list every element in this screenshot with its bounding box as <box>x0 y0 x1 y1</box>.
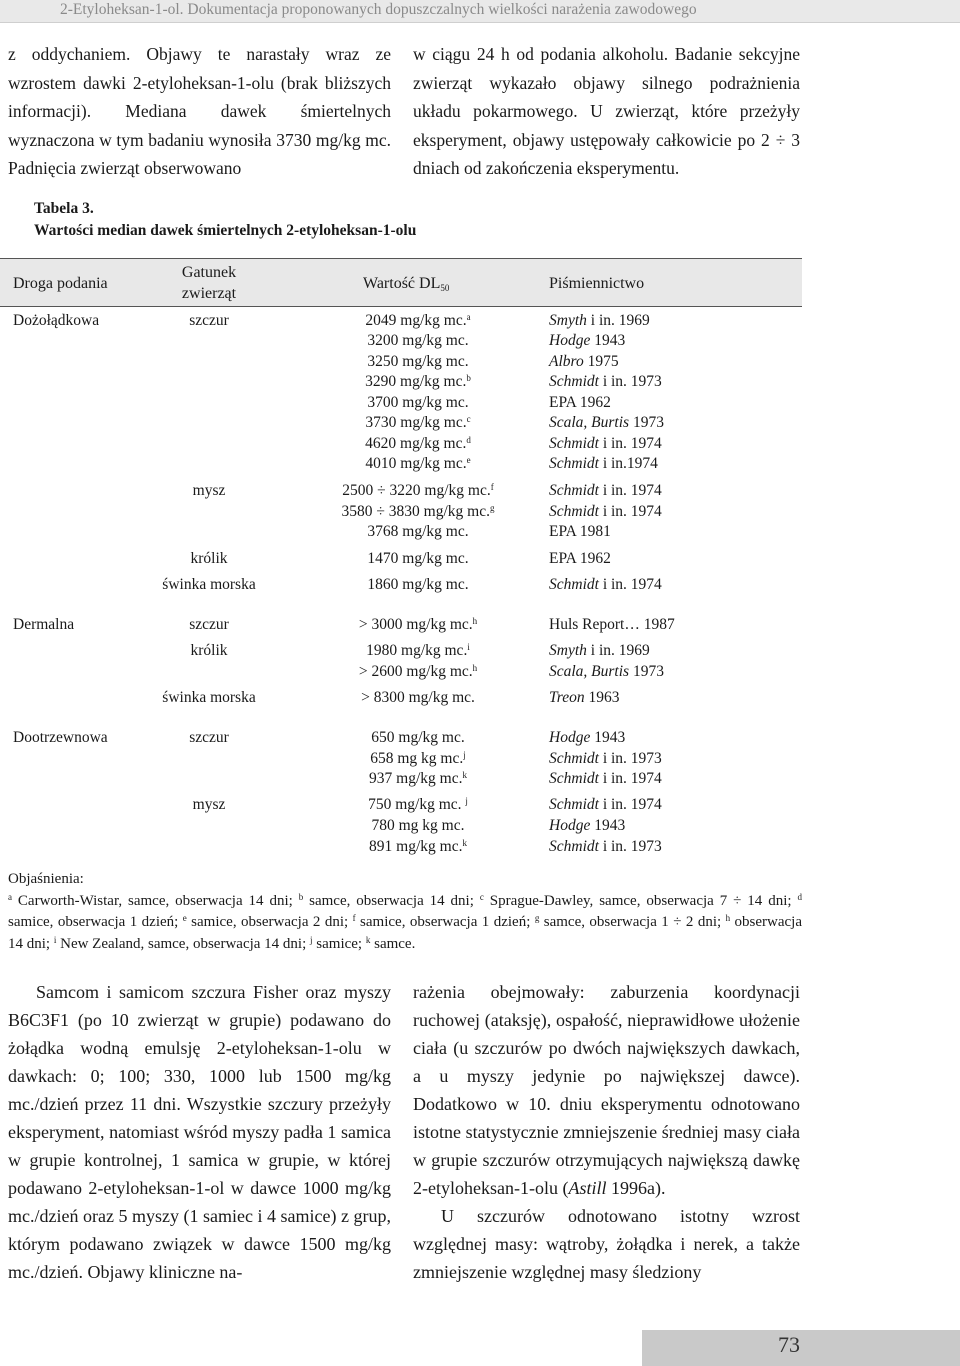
row-value-footnote-marker: b <box>466 373 471 383</box>
row-value <box>300 352 536 373</box>
row-reference <box>549 434 662 455</box>
row-reference <box>549 522 611 543</box>
row-reference <box>549 749 662 770</box>
row-value-text: 1470 mg/kg mc. <box>367 550 469 567</box>
row-value-text: 3290 mg/kg mc. <box>365 373 467 390</box>
note-marker: c <box>479 891 484 902</box>
row-value-text: > 8300 mg/kg mc. <box>361 689 475 706</box>
row-reference <box>549 502 662 523</box>
row-reference-author: Albro <box>549 353 584 370</box>
body-right-p1-text: rażenia obejmowały: zaburzenia koordynacji ruchowej (ataksję), ospałość, nieprawidłowe ułożenie ciała (u szczurów po dwóch największych dawkach, a u myszy jedynie po największej dawce). Dodatkowo w 10. dniu eksperymentu odnotowano istotne statystycznie zmniejszenie średniej masy ciała w grupie szczurów otrzymujących największą dawkę 2-etyloheksan-1-olu ( <box>413 982 800 1198</box>
intro-right-text: w ciągu 24 h od podania alkoholu. Badanie sekcyjne zwierząt wykazało objawy silnego podrażnienia układu pokarmowego. U zwierząt, które przeżyły eksperyment, objawy ustępowały całkowicie po 2 ÷ 3 dniach od zakończenia eksperymentu. <box>413 44 800 178</box>
row-reference-author: Hodge <box>549 332 591 349</box>
row-value-footnote-marker: j <box>465 796 468 806</box>
row-species: mysz <box>192 796 226 813</box>
body-left-text: Samcom i samicom szczura Fisher oraz myszy B6C3F1 (po 10 zwierząt w grupie) podawano do żołądka wodną emulsję 2-etyloheksan-1-olu w dawkach: 0; 100; 330, 1000 lub 1500 mg/kg mc./dzień przez 11 dni. Wszystkie szczury przeżyły eksperyment, natomiast wśród myszy padła 1 samica w grupie kontrolnej, 1 samica w grupie, w której podawano 2-etyloheksan-1-ol w dawce 1000 mg/kg mc./dzień oraz 5 myszy (1 samiec i 4 samice) z grup, którym podawano związek w dawce 1500 mg/kg mc./dzień. Objawy kliniczne na- <box>8 982 391 1282</box>
row-reference <box>549 575 662 596</box>
row-value-text: 3700 mg/kg mc. <box>367 394 469 411</box>
note-text: samice, obserwacja 1 dzień; <box>8 914 183 930</box>
row-value <box>300 434 536 455</box>
row-reference-author: Smyth <box>549 642 587 659</box>
page-number: 73 <box>778 1332 800 1357</box>
body-right-column <box>413 978 800 1286</box>
row-reference <box>549 615 675 636</box>
row-value-footnote-marker: h <box>472 616 478 626</box>
row-reference-author: Scala, Burtis <box>549 414 630 431</box>
row-value <box>300 749 536 770</box>
row-value <box>300 522 536 543</box>
row-route: Dermalna <box>13 616 75 633</box>
note-marker: e <box>182 913 187 923</box>
notes-title: Objaśnienia: <box>8 871 84 887</box>
header-route: Droga podania <box>13 275 108 292</box>
row-value-text: 658 mg kg mc. <box>370 750 464 767</box>
intro-right-column <box>413 40 800 183</box>
row-reference-detail: 1973 <box>629 663 664 680</box>
note-text: samice, obserwacja 1 dzień; <box>355 914 535 930</box>
row-reference-detail: i in. 1973 <box>598 373 662 390</box>
header-species <box>160 262 258 304</box>
row-value <box>300 641 536 662</box>
row-reference <box>549 393 611 414</box>
note-text: samice, obserwacja 2 dni; <box>186 914 353 930</box>
note-text: samce, obserwacja 1 ÷ 2 dni; <box>539 914 726 930</box>
row-value <box>300 662 536 683</box>
row-species: szczur <box>189 616 229 633</box>
row-value-footnote-marker: k <box>462 770 467 780</box>
table-header <box>0 258 802 307</box>
row-value <box>300 372 536 393</box>
row-reference <box>549 662 664 683</box>
row-reference-detail: EPA 1981 <box>549 523 611 540</box>
row-reference-author: Hodge <box>549 817 591 834</box>
row-species: świnka morska <box>162 576 256 593</box>
row-value-footnote-marker: h <box>472 663 478 673</box>
row-species: szczur <box>189 312 229 329</box>
note-marker: a <box>8 891 12 902</box>
row-reference-detail: i in. 1974 <box>598 796 662 813</box>
row-reference-detail: i in. 1969 <box>586 642 650 659</box>
row-value-text: 4010 mg/kg mc. <box>365 455 467 472</box>
row-reference-detail: i in. 1974 <box>598 770 662 787</box>
row-value <box>300 502 536 523</box>
row-value-text: 937 mg/kg mc. <box>369 770 463 787</box>
row-reference-detail: 1975 <box>583 353 619 370</box>
row-value-footnote-marker: d <box>466 435 471 445</box>
row-reference-detail: i in.1974 <box>598 455 658 472</box>
row-value-text: 891 mg/kg mc. <box>369 838 463 855</box>
row-reference-detail: i in. 1974 <box>598 435 662 452</box>
row-value-footnote-marker: a <box>466 312 471 322</box>
header-refs: Piśmiennictwo <box>549 275 645 292</box>
row-reference-detail: EPA 1962 <box>549 394 611 411</box>
row-reference <box>549 549 611 570</box>
row-reference-author: Schmidt <box>549 770 599 787</box>
note-text: New Zealand, samce, obserwacja 14 dni; <box>56 935 311 952</box>
row-value-text: 3768 mg/kg mc. <box>367 523 469 540</box>
header-value <box>363 273 449 294</box>
row-value-text: 780 mg kg mc. <box>371 817 465 834</box>
row-value-text: 3730 mg/kg mc. <box>365 414 467 431</box>
row-reference-detail: 1973 <box>629 414 664 431</box>
note-text: samce, obserwacja 14 dni; <box>303 892 480 909</box>
row-reference-author: Schmidt <box>549 482 599 499</box>
body-right-paragraph-2: U szczurów odnotowano istotny wzrost względnej masy: wątroby, żołądka i nerek, a także zmniejszenie względnej masy śledziony <box>413 1206 800 1282</box>
row-species: królik <box>190 642 228 659</box>
note-text: obserwacja 14 dni; <box>8 914 803 952</box>
row-value-footnote-marker: j <box>463 750 466 760</box>
row-value-text: 2049 mg/kg mc. <box>365 312 467 329</box>
row-reference-detail: i in. 1969 <box>586 312 650 329</box>
row-route: Dootrzewnowa <box>13 729 108 746</box>
row-reference-detail: 1963 <box>584 689 620 706</box>
row-value <box>300 413 536 434</box>
row-reference-author: Schmidt <box>549 503 599 520</box>
header-species-line1: Gatunek <box>181 264 237 281</box>
table-label: Tabela 3. <box>34 200 94 217</box>
row-reference-detail: 1943 <box>590 332 626 349</box>
row-reference-author: Schmidt <box>549 750 599 767</box>
row-value-footnote-marker: e <box>466 455 471 465</box>
row-value-text: 1860 mg/kg mc. <box>367 576 469 593</box>
row-reference <box>549 481 662 502</box>
row-value <box>300 688 536 709</box>
row-reference-author: Smyth <box>549 312 587 329</box>
row-value <box>300 728 536 749</box>
note-marker: g <box>534 913 540 923</box>
row-reference <box>549 352 619 373</box>
note-text: Carworth-Wistar, samce, obserwacja 14 dni; <box>12 892 299 909</box>
notes-body <box>8 891 802 956</box>
row-value-footnote-marker: c <box>466 414 471 424</box>
row-value <box>300 549 536 570</box>
row-value <box>300 454 536 475</box>
row-reference <box>549 372 662 393</box>
row-value-text: 3200 mg/kg mc. <box>367 332 469 349</box>
note-marker: j <box>310 934 313 945</box>
row-value-text: > 3000 mg/kg mc. <box>358 616 473 633</box>
row-value-text: 1980 mg/kg mc. <box>366 642 468 659</box>
body-right-paragraph-1 <box>413 978 800 1202</box>
note-marker: h <box>725 913 731 923</box>
row-value <box>300 311 536 332</box>
body-right-p1-after: 1996a). <box>606 1178 666 1198</box>
row-route: Dożołądkowa <box>13 312 100 329</box>
row-value <box>300 393 536 414</box>
note-marker: i <box>53 934 57 945</box>
note-marker: k <box>365 934 371 945</box>
row-species: szczur <box>189 729 229 746</box>
footer-bar <box>642 1330 960 1366</box>
row-value <box>300 575 536 596</box>
row-value-footnote-marker: k <box>462 838 467 848</box>
row-reference-detail: i in. 1973 <box>598 750 662 767</box>
running-header-title: 2-Etyloheksan-1-ol. Dokumentacja proponowanych dopuszczalnych wielkości narażenia zawodowego <box>60 1 697 18</box>
row-reference-author: Schmidt <box>549 838 599 855</box>
note-text: Sprague-Dawley, samce, obserwacja 7 ÷ 14 dni; <box>483 892 798 909</box>
row-value <box>300 816 536 837</box>
row-reference-author: Schmidt <box>549 796 599 813</box>
row-reference-author: Schmidt <box>549 373 599 390</box>
header-value-subscript: 50 <box>440 283 450 293</box>
row-reference-detail: EPA 1962 <box>549 550 611 567</box>
row-value-text: 2500 ÷ 3220 mg/kg mc. <box>342 482 491 499</box>
row-reference <box>549 454 658 475</box>
row-reference-detail: Huls Report… 1987 <box>549 616 675 633</box>
row-species: mysz <box>192 482 226 499</box>
row-value-text: 4620 mg/kg mc. <box>365 435 467 452</box>
row-value-text: > 2600 mg/kg mc. <box>358 663 473 680</box>
row-reference-author: Schmidt <box>549 435 599 452</box>
row-value-footnote-marker: g <box>489 503 495 513</box>
row-value <box>300 481 536 502</box>
row-value <box>300 615 536 636</box>
row-value-text: 750 mg/kg mc. <box>368 796 466 813</box>
row-reference <box>549 816 625 837</box>
row-value-text: 3580 ÷ 3830 mg/kg mc. <box>341 503 490 520</box>
row-reference <box>549 688 619 709</box>
table-title: Wartości median dawek śmiertelnych 2-etyloheksan-1-olu <box>34 222 417 239</box>
row-reference <box>549 311 650 332</box>
body-right-p1-ref: Astill <box>568 1178 607 1198</box>
running-header <box>0 0 960 23</box>
row-reference <box>549 728 625 749</box>
row-reference <box>549 331 625 352</box>
row-reference <box>549 837 662 858</box>
row-value <box>300 769 536 790</box>
row-reference-author: Hodge <box>549 729 591 746</box>
note-marker: b <box>298 891 304 902</box>
row-reference-detail: i in. 1973 <box>598 838 662 855</box>
row-value <box>300 331 536 352</box>
row-reference-detail: i in. 1974 <box>598 576 662 593</box>
row-reference-detail: 1943 <box>590 729 626 746</box>
row-reference <box>549 795 662 816</box>
row-reference <box>549 413 664 434</box>
note-marker: f <box>352 913 356 923</box>
row-reference <box>549 641 650 662</box>
intro-left-column <box>8 40 391 183</box>
row-value <box>300 795 536 816</box>
row-reference-author: Scala, Burtis <box>549 663 630 680</box>
table-notes <box>8 869 802 955</box>
row-value-text: 3250 mg/kg mc. <box>367 353 469 370</box>
header-value-text: Wartość DL <box>363 275 441 292</box>
row-reference-author: Treon <box>549 689 585 706</box>
note-marker: d <box>797 891 802 902</box>
row-reference <box>549 769 662 790</box>
table-caption <box>34 198 416 242</box>
row-species: świnka morska <box>162 689 256 706</box>
row-reference-author: Schmidt <box>549 576 599 593</box>
row-reference-detail: i in. 1974 <box>598 482 662 499</box>
row-species: królik <box>190 550 228 567</box>
row-value-footnote-marker: i <box>467 642 470 652</box>
note-text: samce. <box>370 935 416 952</box>
row-value <box>300 837 536 858</box>
note-text: samice; <box>312 935 366 952</box>
row-reference-detail: 1943 <box>590 817 626 834</box>
row-value-text: 650 mg/kg mc. <box>371 729 465 746</box>
row-reference-detail: i in. 1974 <box>598 503 662 520</box>
intro-left-text: z oddychaniem. Objawy te narastały wraz ze wzrostem dawki 2-etyloheksan-1-olu (brak bliższych informacji). Mediana dawek śmiertelnych wyznaczona w tym badaniu wynosiła 3730 mg/kg mc. Padnięcia zwierząt obserwowano <box>8 44 391 178</box>
header-species-line2: zwierząt <box>181 285 237 302</box>
row-value-footnote-marker: f <box>490 482 494 492</box>
body-left-column <box>8 978 391 1286</box>
row-reference-author: Schmidt <box>549 455 599 472</box>
